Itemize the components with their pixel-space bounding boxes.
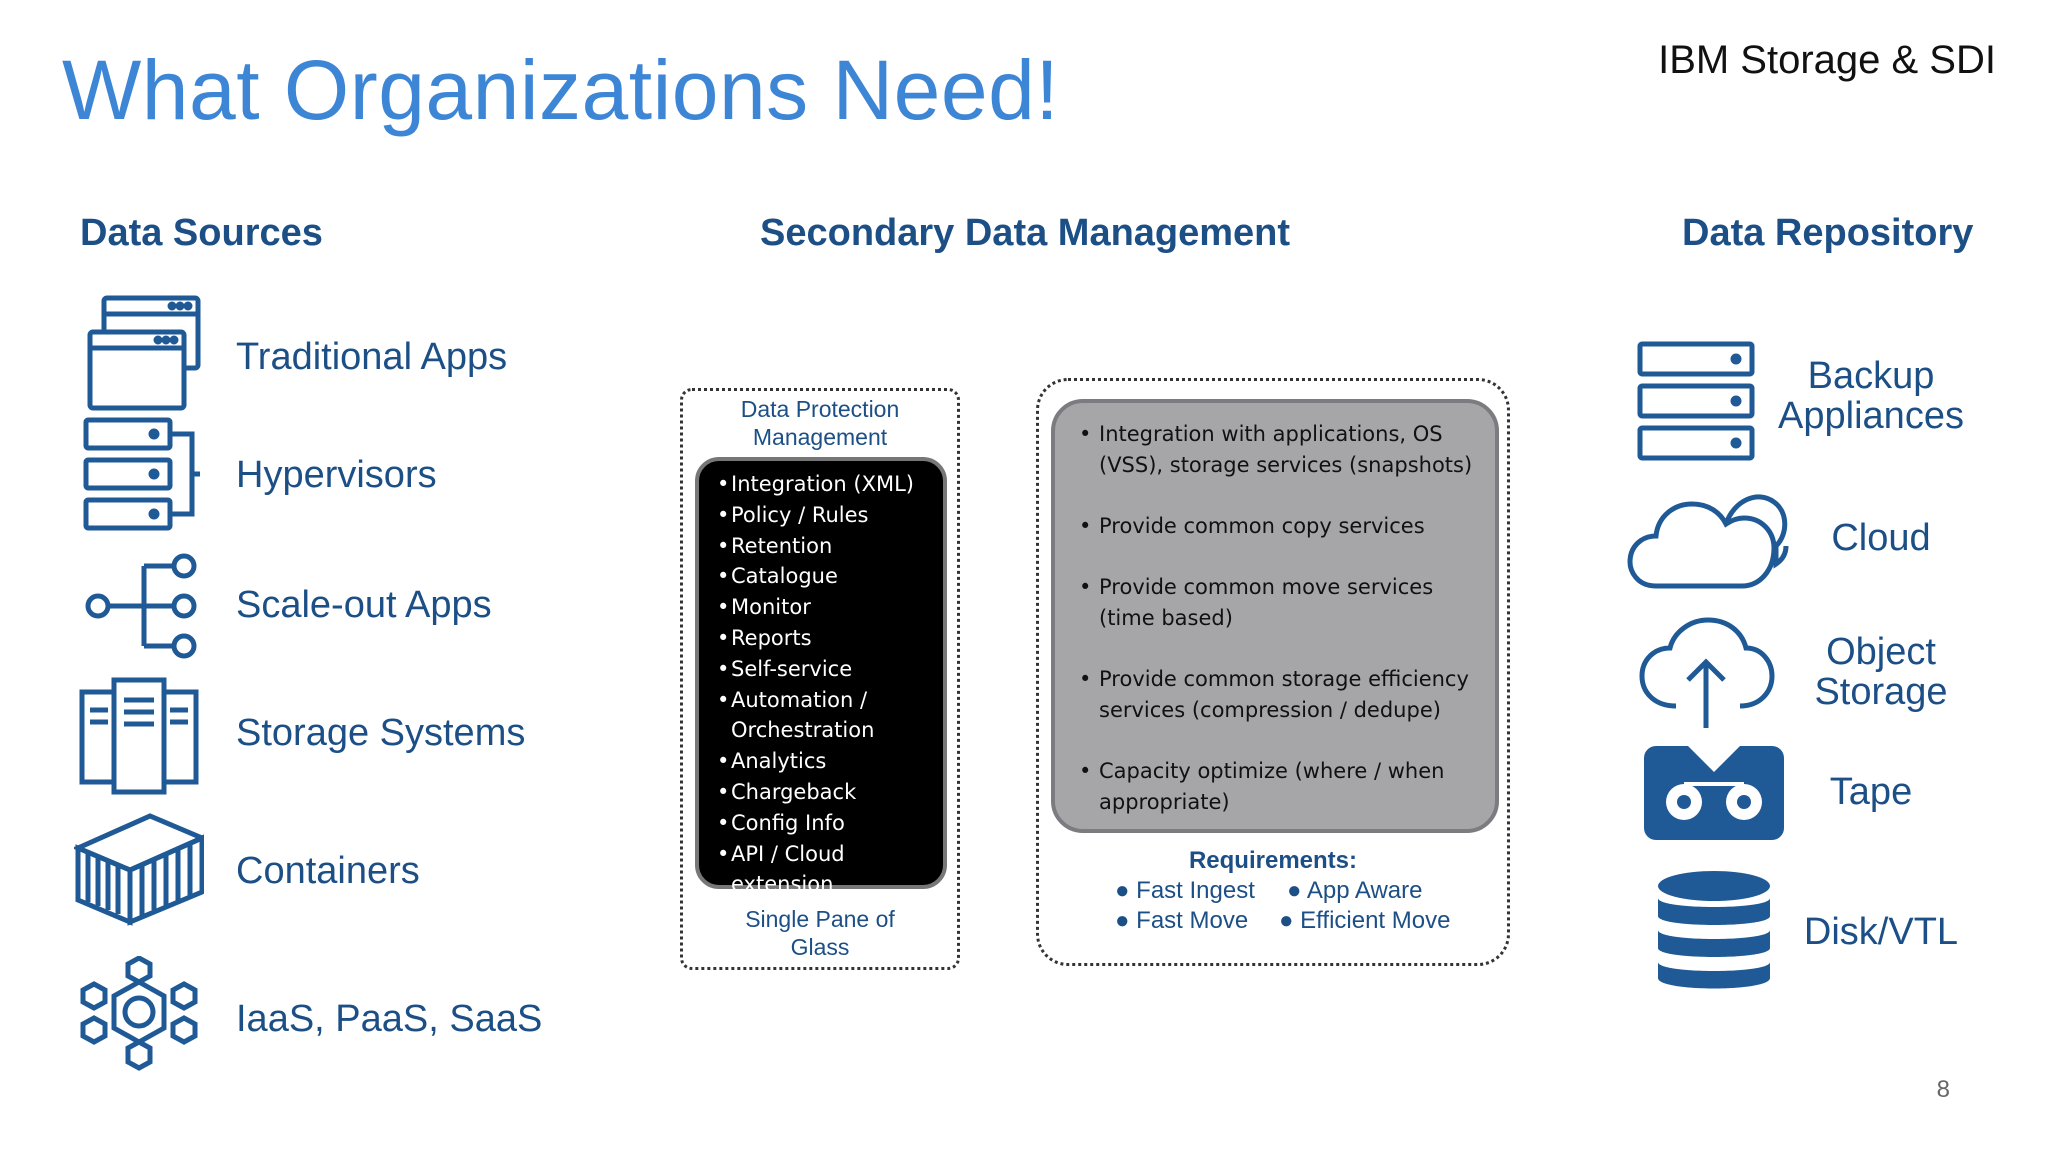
list-item: • API / Cloud extension [717, 839, 933, 901]
source-label-traditional-apps: Traditional Apps [236, 336, 508, 378]
slide-title: What Organizations Need! [62, 43, 1060, 137]
server-stack-icon [1636, 340, 1758, 464]
database-icon [1656, 870, 1772, 994]
single-pane-line2: Glass [790, 934, 850, 960]
data-protection-feature-list [717, 469, 933, 900]
repo-label-cloud: Cloud [1831, 517, 1931, 559]
requirement-fast-move: ● Fast Move [1115, 907, 1249, 934]
source-label-scale-out-apps: Scale-out Apps [236, 584, 492, 626]
list-item: • Provide common storage efficiency services (compression / dedupe) [1079, 664, 1475, 726]
list-item: • Chargeback [717, 777, 933, 808]
list-item: • Integration (XML) [717, 469, 933, 500]
single-pane-label [683, 905, 957, 961]
list-item: • Provide common copy services [1079, 511, 1475, 542]
services-box [1036, 378, 1510, 966]
repo-label-line2: Storage [1814, 671, 1948, 713]
source-label-iaas-paas-saas: IaaS, PaaS, SaaS [236, 998, 543, 1040]
data-protection-title [683, 395, 957, 451]
list-item: • Retention [717, 531, 933, 562]
list-item: • Integration with applications, OS (VSS), storage services (snapshots) [1079, 419, 1475, 481]
cloud-upload-icon [1636, 616, 1776, 730]
list-item: • Catalogue [717, 561, 933, 592]
services-panel [1051, 399, 1499, 833]
server-rack-icon [74, 414, 204, 534]
shipping-container-icon [74, 808, 204, 928]
list-item: • Policy / Rules [717, 500, 933, 531]
data-protection-feature-panel [695, 457, 947, 897]
data-protection-box [680, 388, 960, 970]
repo-label-disk-vtl: Disk/VTL [1803, 911, 1959, 953]
repo-label-tape: Tape [1829, 771, 1913, 813]
secondary-data-management-heading: Secondary Data Management [760, 212, 1291, 254]
data-repository-heading: Data Repository [1682, 212, 1974, 254]
repo-label-object-storage [1786, 632, 1976, 712]
services-list [1079, 419, 1475, 818]
requirement-efficient-move: ● Efficient Move [1279, 907, 1451, 934]
repo-label-line1: Object [1826, 631, 1936, 673]
storage-documents-icon [74, 676, 204, 796]
source-label-containers: Containers [236, 850, 420, 892]
single-pane-line1: Single Pane of [745, 906, 895, 932]
hexagon-network-icon [74, 956, 204, 1076]
list-item: • Capacity optimize (where / when appropriate) [1079, 756, 1475, 818]
repo-label-line2: Appliances [1778, 395, 1964, 437]
tape-icon [1644, 744, 1784, 842]
page-number: 8 [1936, 1076, 1950, 1103]
list-item: • Reports [717, 623, 933, 654]
list-item: • Monitor [717, 592, 933, 623]
source-label-storage-systems: Storage Systems [236, 712, 526, 754]
list-item: • Provide common move services (time based) [1079, 572, 1475, 634]
requirement-app-aware: ● App Aware [1287, 877, 1423, 904]
repo-label-line1: Backup [1807, 355, 1935, 397]
source-label-hypervisors: Hypervisors [236, 454, 437, 496]
requirement-fast-ingest: ● Fast Ingest [1115, 877, 1255, 904]
data-protection-title-line1: Data Protection [740, 396, 900, 422]
list-item: • Analytics [717, 746, 933, 777]
data-protection-title-line2: Management [752, 424, 888, 450]
requirements-title: Requirements: [1188, 847, 1358, 874]
brand-label: IBM Storage & SDI [1658, 38, 1996, 82]
repo-label-backup-appliances [1776, 356, 1966, 436]
list-item: • Self-service [717, 654, 933, 685]
list-item: • Config Info [717, 808, 933, 839]
list-item: • Automation / Orchestration [717, 685, 933, 747]
cloud-icon [1626, 486, 1790, 594]
app-windows-icon [74, 292, 204, 412]
data-sources-heading: Data Sources [80, 212, 323, 254]
node-tree-icon [74, 548, 204, 668]
